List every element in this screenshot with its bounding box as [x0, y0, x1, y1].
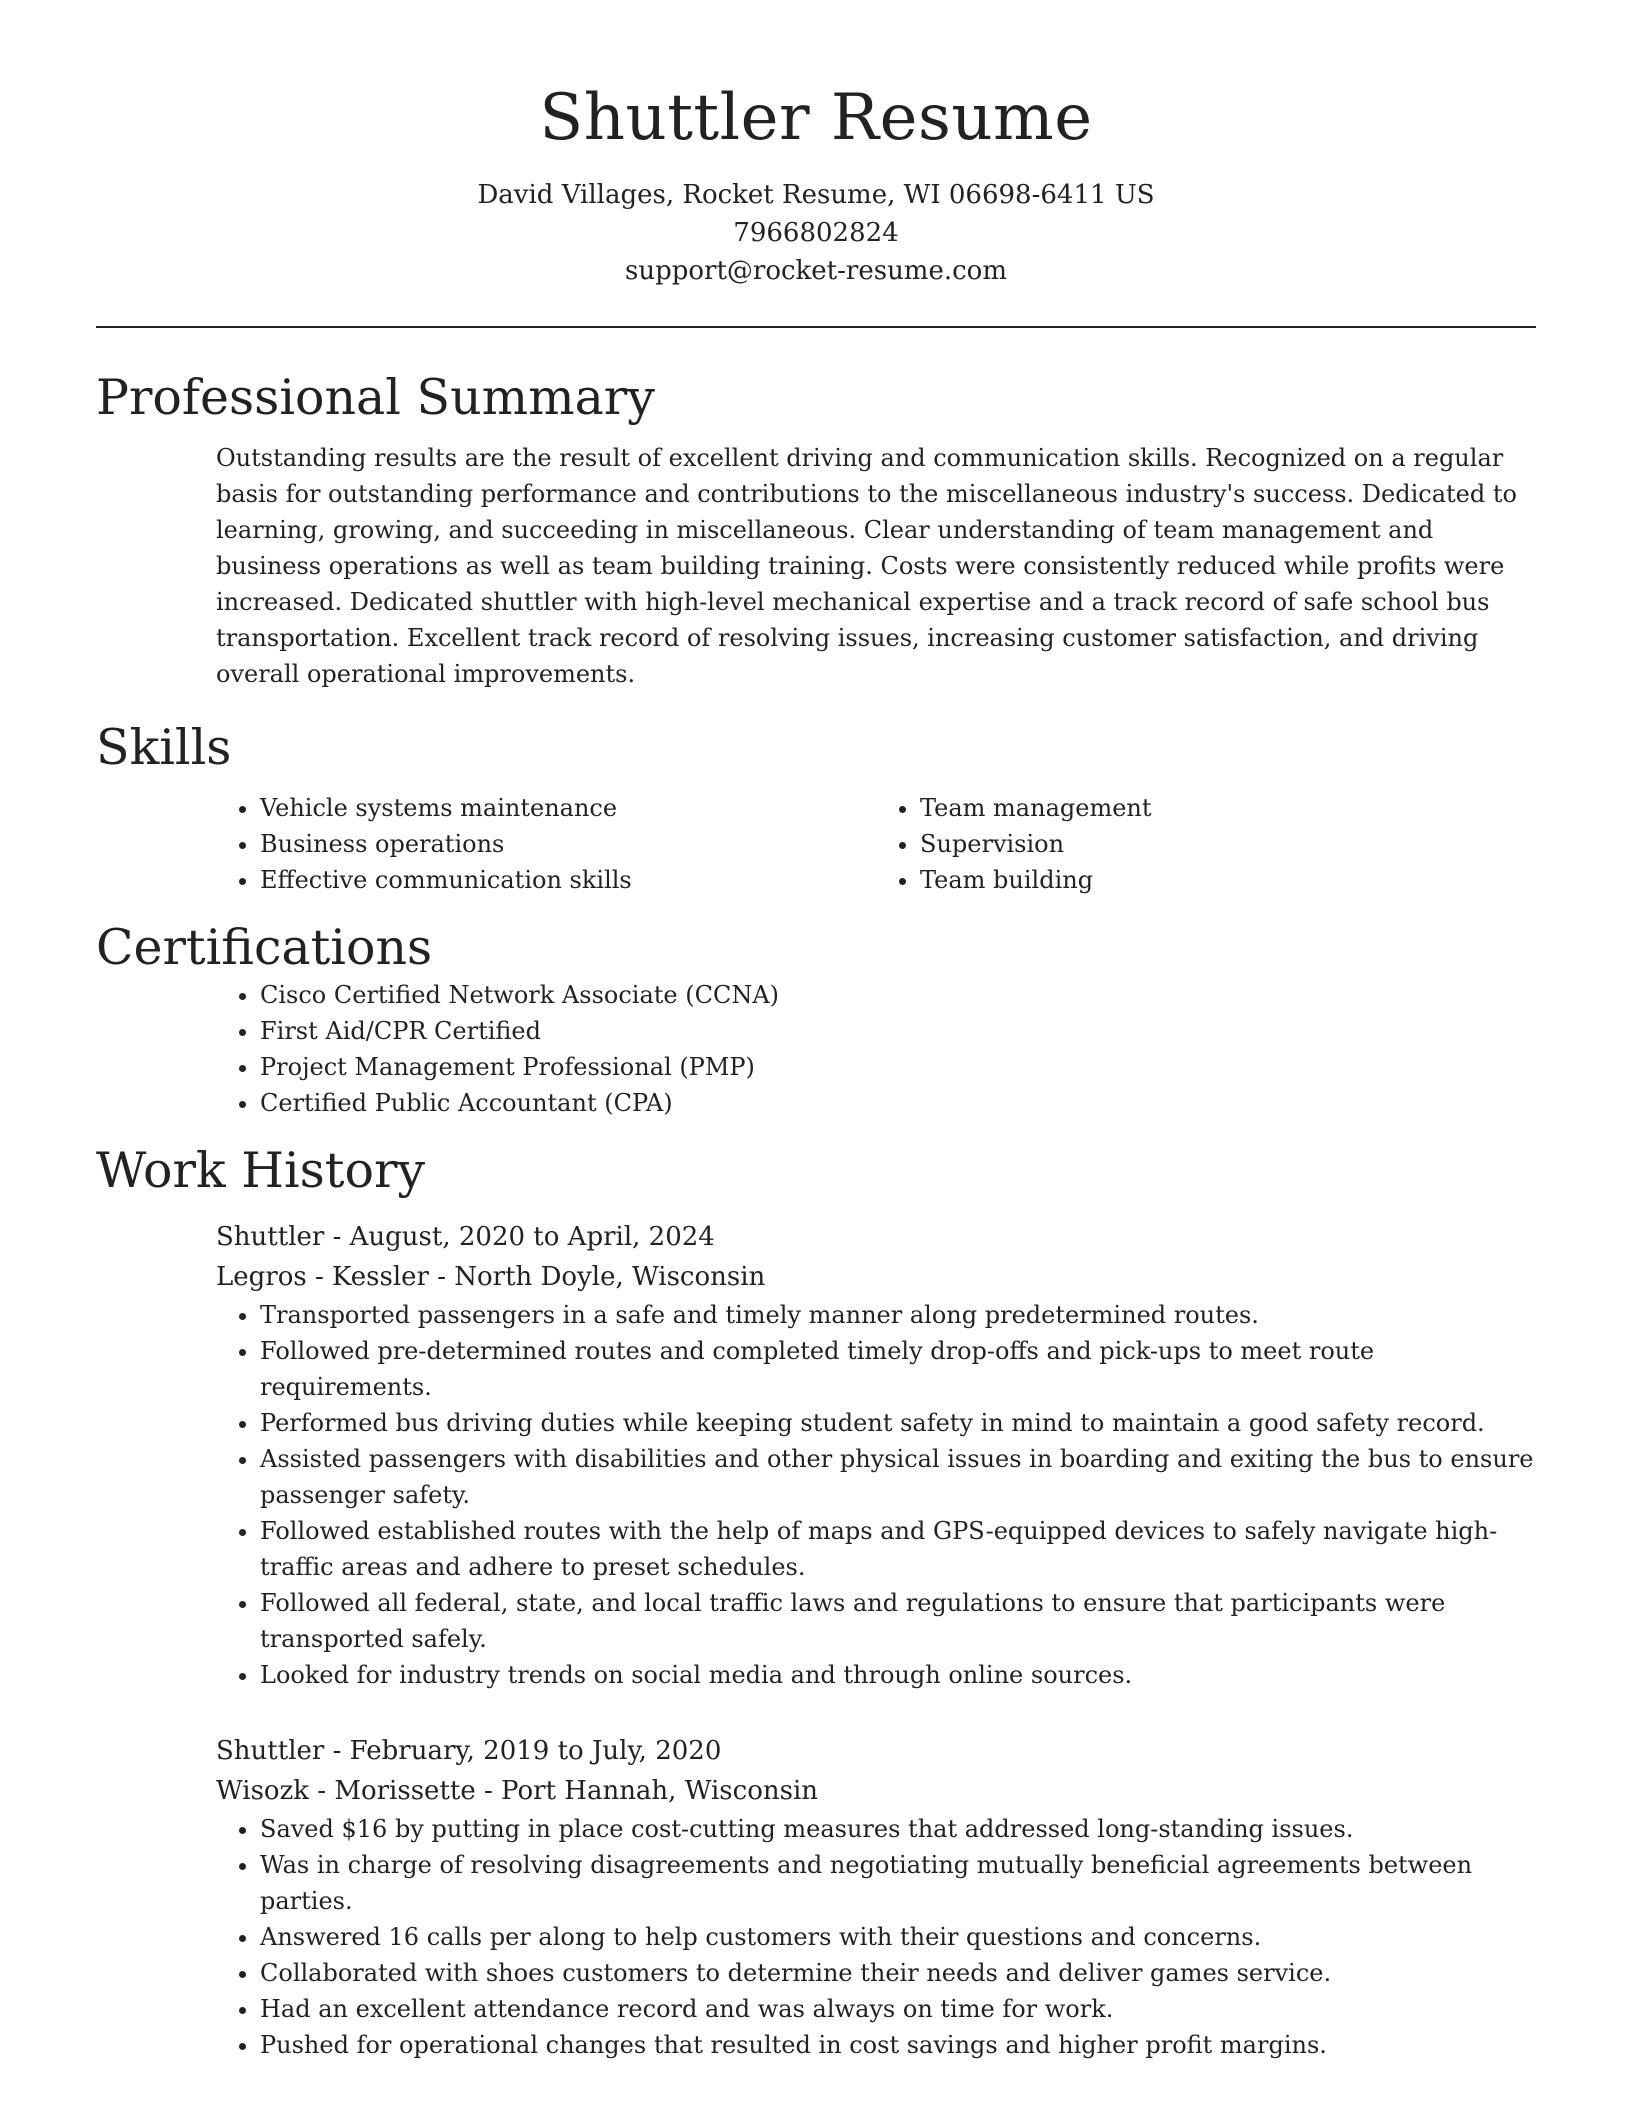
- job-duty-item: • Collaborated with shoes customers to determine their needs and deliver games service.: [260, 1955, 1536, 1991]
- certification-item: • First Aid/CPR Certified: [260, 1013, 1536, 1049]
- skill-item: • Team building: [920, 862, 1536, 898]
- skill-item: • Vehicle systems maintenance: [260, 790, 876, 826]
- contact-block: [96, 176, 1536, 290]
- job-duty-item: • Followed all federal, state, and local traffic laws and regulations to ensure that participants were transported safely.: [260, 1585, 1536, 1657]
- summary-text: Outstanding results are the result of excellent driving and communication skills. Recognized on a regular basis for outstanding performance and contributions to the miscellaneous industry's success. Dedicated to learning, growing, and succeeding in miscellaneous. Clear understanding of team management and business operations as well as team building training. Costs were consistently reduced while profits were increased. Dedicated shuttler with high-level mechanical expertise and a track record of safe school bus transportation. Excellent track record of resolving issues, increasing customer satisfaction, and driving overall operational improvements.: [216, 443, 1517, 688]
- job-duty-item: • Followed pre-determined routes and completed timely drop-offs and pick-ups to meet route requirements.: [260, 1333, 1536, 1405]
- skills-section: [216, 790, 1536, 898]
- job-duty-item: • Transported passengers in a safe and timely manner along predetermined routes.: [260, 1297, 1536, 1333]
- job-duty-item: • Looked for industry trends on social media and through online sources.: [260, 1657, 1536, 1693]
- summary-heading: Professional Summary: [96, 368, 655, 426]
- job-company-line: Wisozk - Morissette - Port Hannah, Wisconsin: [216, 1775, 818, 1806]
- job-entry: [216, 1217, 1536, 1693]
- contact-email: support@rocket-resume.com: [624, 255, 1007, 286]
- job-duty-item: • Had an excellent attendance record and was always on time for work.: [260, 1991, 1536, 2027]
- job-role-line: Shuttler - August, 2020 to April, 2024: [216, 1221, 715, 1252]
- job-duty-item: • Pushed for operational changes that resulted in cost savings and higher profit margins.: [260, 2027, 1536, 2063]
- skill-item: • Team management: [920, 790, 1536, 826]
- certification-item: • Cisco Certified Network Associate (CCNA): [260, 977, 1536, 1013]
- skill-item: • Business operations: [260, 826, 876, 862]
- skills-heading: Skills: [96, 718, 232, 776]
- summary-section: [216, 440, 1536, 692]
- resume-header: [96, 0, 1536, 290]
- contact-phone: 7966802824: [733, 217, 899, 248]
- job-duties-list: [216, 1297, 1536, 1693]
- header-divider: [96, 326, 1536, 328]
- skills-grid: [216, 790, 1536, 898]
- certifications-section: [216, 977, 1536, 1121]
- job-entry: [216, 1731, 1536, 2063]
- job-duty-item: • Answered 16 calls per along to help customers with their questions and concerns.: [260, 1919, 1536, 1955]
- certification-item: • Certified Public Accountant (CPA): [260, 1085, 1536, 1121]
- skill-item: • Effective communication skills: [260, 862, 876, 898]
- job-duty-item: • Followed established routes with the help of maps and GPS-equipped devices to safely navigate high-traffic areas and adhere to preset schedules.: [260, 1513, 1536, 1585]
- certification-item: • Project Management Professional (PMP): [260, 1049, 1536, 1085]
- job-duty-item: • Performed bus driving duties while keeping student safety in mind to maintain a good safety record.: [260, 1405, 1536, 1441]
- job-duty-item: • Was in charge of resolving disagreements and negotiating mutually beneficial agreements between parties.: [260, 1847, 1536, 1919]
- skills-list-right: [876, 790, 1536, 898]
- work-history-section: [216, 1217, 1536, 2063]
- resume-title: Shuttler Resume: [539, 81, 1093, 155]
- job-role-line: Shuttler - February, 2019 to July, 2020: [216, 1735, 722, 1766]
- job-duties-list: [216, 1811, 1536, 2063]
- job-company-line: Legros - Kessler - North Doyle, Wisconsin: [216, 1261, 766, 1292]
- certifications-list: [216, 977, 1536, 1121]
- resume-page: [96, 0, 1536, 2063]
- work-history-heading: Work History: [96, 1141, 426, 1199]
- contact-address: David Villages, Rocket Resume, WI 06698-6411 US: [477, 179, 1155, 210]
- job-duty-item: • Assisted passengers with disabilities and other physical issues in boarding and exiting the bus to ensure passenger safety.: [260, 1441, 1536, 1513]
- skills-list-left: [216, 790, 876, 898]
- job-duty-item: • Saved $16 by putting in place cost-cutting measures that addressed long-standing issues.: [260, 1811, 1536, 1847]
- skill-item: • Supervision: [920, 826, 1536, 862]
- certifications-heading: Certifications: [96, 919, 433, 977]
